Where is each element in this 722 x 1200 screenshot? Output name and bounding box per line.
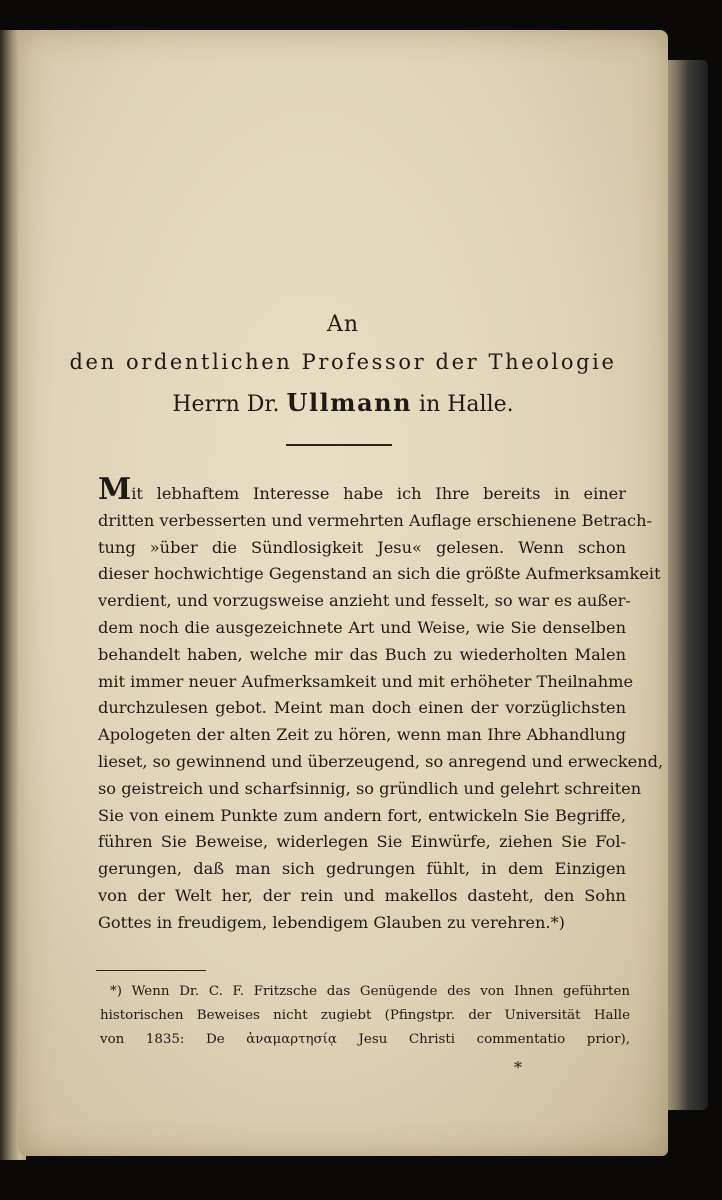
body-line: führen Sie Beweise, widerlegen Sie Einwürfe, ziehen Sie Fol-	[98, 832, 626, 852]
body-line: behandelt haben, welche mir das Buch zu wiederholten Malen	[98, 644, 626, 664]
footnote-line: von 1835: De ἀναμαρτησίᾳ Jesu Christi commentatio prior),	[100, 1032, 630, 1047]
heading-an: An	[326, 312, 360, 337]
body-line: von der Welt her, der rein und makellos dasteht, den Sohn	[98, 885, 626, 905]
body-line: durchzulesen gebot. Meint man doch einen der vorzüglichsten	[98, 698, 626, 718]
heading-title: den ordentlichen Professor der Theologie	[69, 350, 617, 374]
body-line: dem noch die ausgezeichnete Art und Weise, wie Sie denselben	[98, 617, 626, 637]
body-line: dieser hochwichtige Gegenstand an sich die größte Aufmerksamkeit	[98, 564, 661, 584]
body-line: tung »über die Sündlosigkeit Jesu« gelesen. Wenn schon	[98, 537, 626, 557]
heading-name-prefix: Herrn Dr.	[172, 392, 280, 417]
heading-name	[18, 388, 668, 417]
dropcap: M	[98, 472, 132, 507]
body-line: dritten verbesserten und vermehrten Auflage erschienene Betrach-	[98, 510, 653, 530]
heading-divider	[286, 444, 392, 446]
body-line: Mit lebhaftem Interesse habe ich Ihre bereits in einer	[98, 472, 626, 507]
signature-mark: *	[514, 1058, 522, 1077]
body-line-last: Gottes in freudigem, lebendigem Glauben zu verehren.*)	[98, 912, 565, 932]
heading-surname: Ullmann	[286, 388, 413, 417]
footnote-line: historischen Beweises nicht zugiebt (Pfingstpr. der Universität Halle	[100, 1008, 630, 1023]
body-line: gerungen, daß man sich gedrungen fühlt, in dem Einzigen	[98, 859, 626, 879]
body-line: mit immer neuer Aufmerksamkeit und mit erhöheter Theilnahme	[98, 671, 634, 691]
body-line: Sie von einem Punkte zum andern fort, entwickeln Sie Begriffe,	[98, 805, 626, 825]
footnote-line: *) Wenn Dr. C. F. Fritzsche das Genügende des von Ihnen geführten	[110, 984, 630, 999]
dedication-body	[98, 472, 664, 937]
heading-name-suffix: in Halle.	[419, 392, 514, 417]
footnote-divider	[96, 970, 206, 971]
body-line: verdient, und vorzugsweise anzieht und fesselt, so war es außer-	[98, 591, 631, 611]
book-page	[18, 30, 668, 1156]
body-line: lieset, so gewinnend und überzeugend, so anregend und erweckend,	[98, 751, 664, 771]
footnote	[100, 980, 630, 1052]
body-line: so geistreich und scharfsinnig, so gründlich und gelehrt schreiten	[98, 778, 642, 798]
body-line: Apologeten der alten Zeit zu hören, wenn man Ihre Abhandlung	[98, 725, 626, 745]
